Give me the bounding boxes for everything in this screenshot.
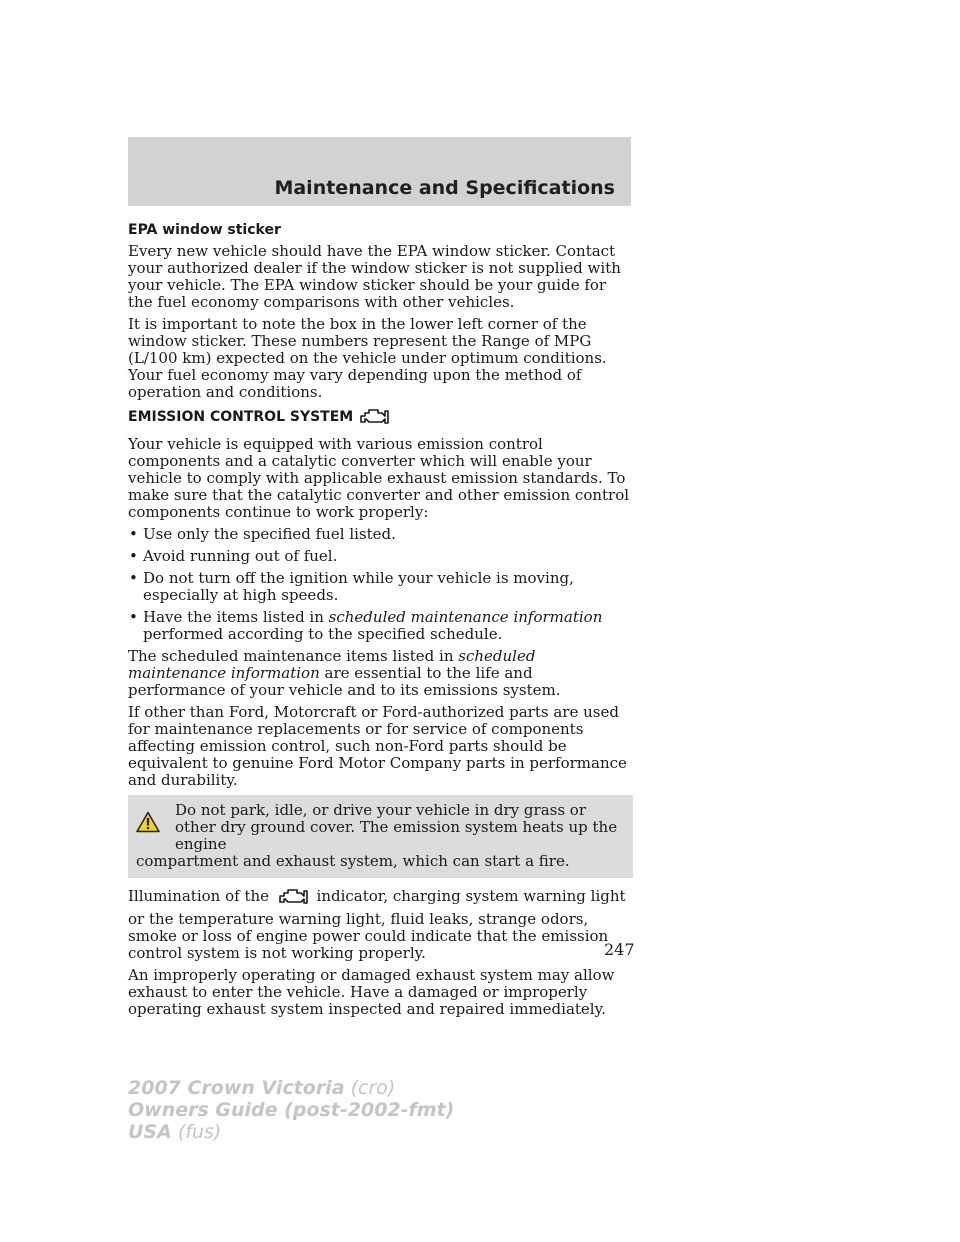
emission-heading-text: EMISSION CONTROL SYSTEM xyxy=(128,409,354,425)
page-number: 247 xyxy=(604,940,635,959)
list-item-reference: scheduled maintenance information xyxy=(328,608,603,626)
warning-text-line1: Do not park, idle, or drive your vehicle in dry grass or other dry ground cover. The emission system heats up the engine xyxy=(175,801,618,853)
section-header-band xyxy=(128,137,631,206)
list-item: • Do not turn off the ignition while your vehicle is moving, especially at high speeds. xyxy=(129,569,574,604)
footer-line-3: USA (fus) xyxy=(128,1121,222,1143)
list-item-text: performed according to the specified schedule. xyxy=(143,625,503,643)
section-title: Maintenance and Specifications xyxy=(274,177,615,199)
list-item-text: Have the items listed in xyxy=(143,608,329,626)
epa-paragraph-1: Every new vehicle should have the EPA window sticker. Contact your authorized dealer if the window sticker is not supplied with your vehicle. The EPA window sticker should be your guide for the fuel economy comparisons with other vehicles. xyxy=(128,242,621,311)
page-content xyxy=(128,222,633,1023)
epa-paragraph-2: It is important to note the box in the lower left corner of the window sticker. These numbers represent the Range of MPG (L/100 km) expected on the vehicle under optimum conditions. Your fuel economy may vary depending upon the method of operation and conditions. xyxy=(128,315,607,401)
emission-intro: Your vehicle is equipped with various emission control components and a catalytic converter which will enable your vehicle to comply with applicable exhaust emission standards. To make sure that the catalytic converter and other emission control components continue to work properly: xyxy=(128,435,630,521)
exhaust-paragraph: An improperly operating or damaged exhaust system may allow exhaust to enter the vehicle. Have a damaged or improperly operating exhaust system inspected and repaired immediately. xyxy=(128,966,615,1018)
warning-text-line2: compartment and exhaust system, which can start a fire. xyxy=(136,852,570,870)
list-item-text: Avoid running out of fuel. xyxy=(143,547,338,565)
scheduled-maintenance-reference: scheduled maintenance information xyxy=(128,647,536,682)
epa-heading: EPA window sticker xyxy=(128,222,281,238)
list-item: • Use only the specified fuel listed. xyxy=(129,525,396,543)
parts-paragraph: If other than Ford, Motorcraft or Ford-authorized parts are used for maintenance replacements or for service of components affecting emission control, such non-Ford parts should be equivalent to genuine Ford Motor Company parts in performance and durability. xyxy=(128,703,627,789)
fire-warning-box xyxy=(128,795,633,878)
check-engine-icon xyxy=(274,887,312,911)
footer-line-2: Owners Guide (post-2002-fmt) xyxy=(128,1099,455,1121)
footer-line-1: 2007 Crown Victoria (cro) xyxy=(128,1077,396,1099)
list-item-text: Use only the specified fuel listed. xyxy=(143,525,396,543)
list-item: • Have the items listed in scheduled maintenance information performed according to the specified schedule. xyxy=(129,608,603,643)
list-item-text: Do not turn off the ignition while your vehicle is moving, especially at high speeds. xyxy=(143,569,574,604)
warning-triangle-icon xyxy=(136,802,175,853)
illumination-paragraph: Illumination of the indicator, charging system warning light or the temperature warning light, fluid leaks, strange odors, smoke or loss of engine power could indicate that the emission control system is not working properly. xyxy=(128,887,626,962)
emission-bullet-list xyxy=(128,526,633,643)
emission-heading xyxy=(128,407,633,432)
list-item: • Avoid running out of fuel. xyxy=(129,547,338,565)
document-footer xyxy=(128,1077,454,1143)
check-engine-icon xyxy=(358,407,390,432)
scheduled-maintenance-paragraph: The scheduled maintenance items listed in scheduled maintenance information are essential to the life and performance of your vehicle and to its emissions system. xyxy=(128,647,561,699)
